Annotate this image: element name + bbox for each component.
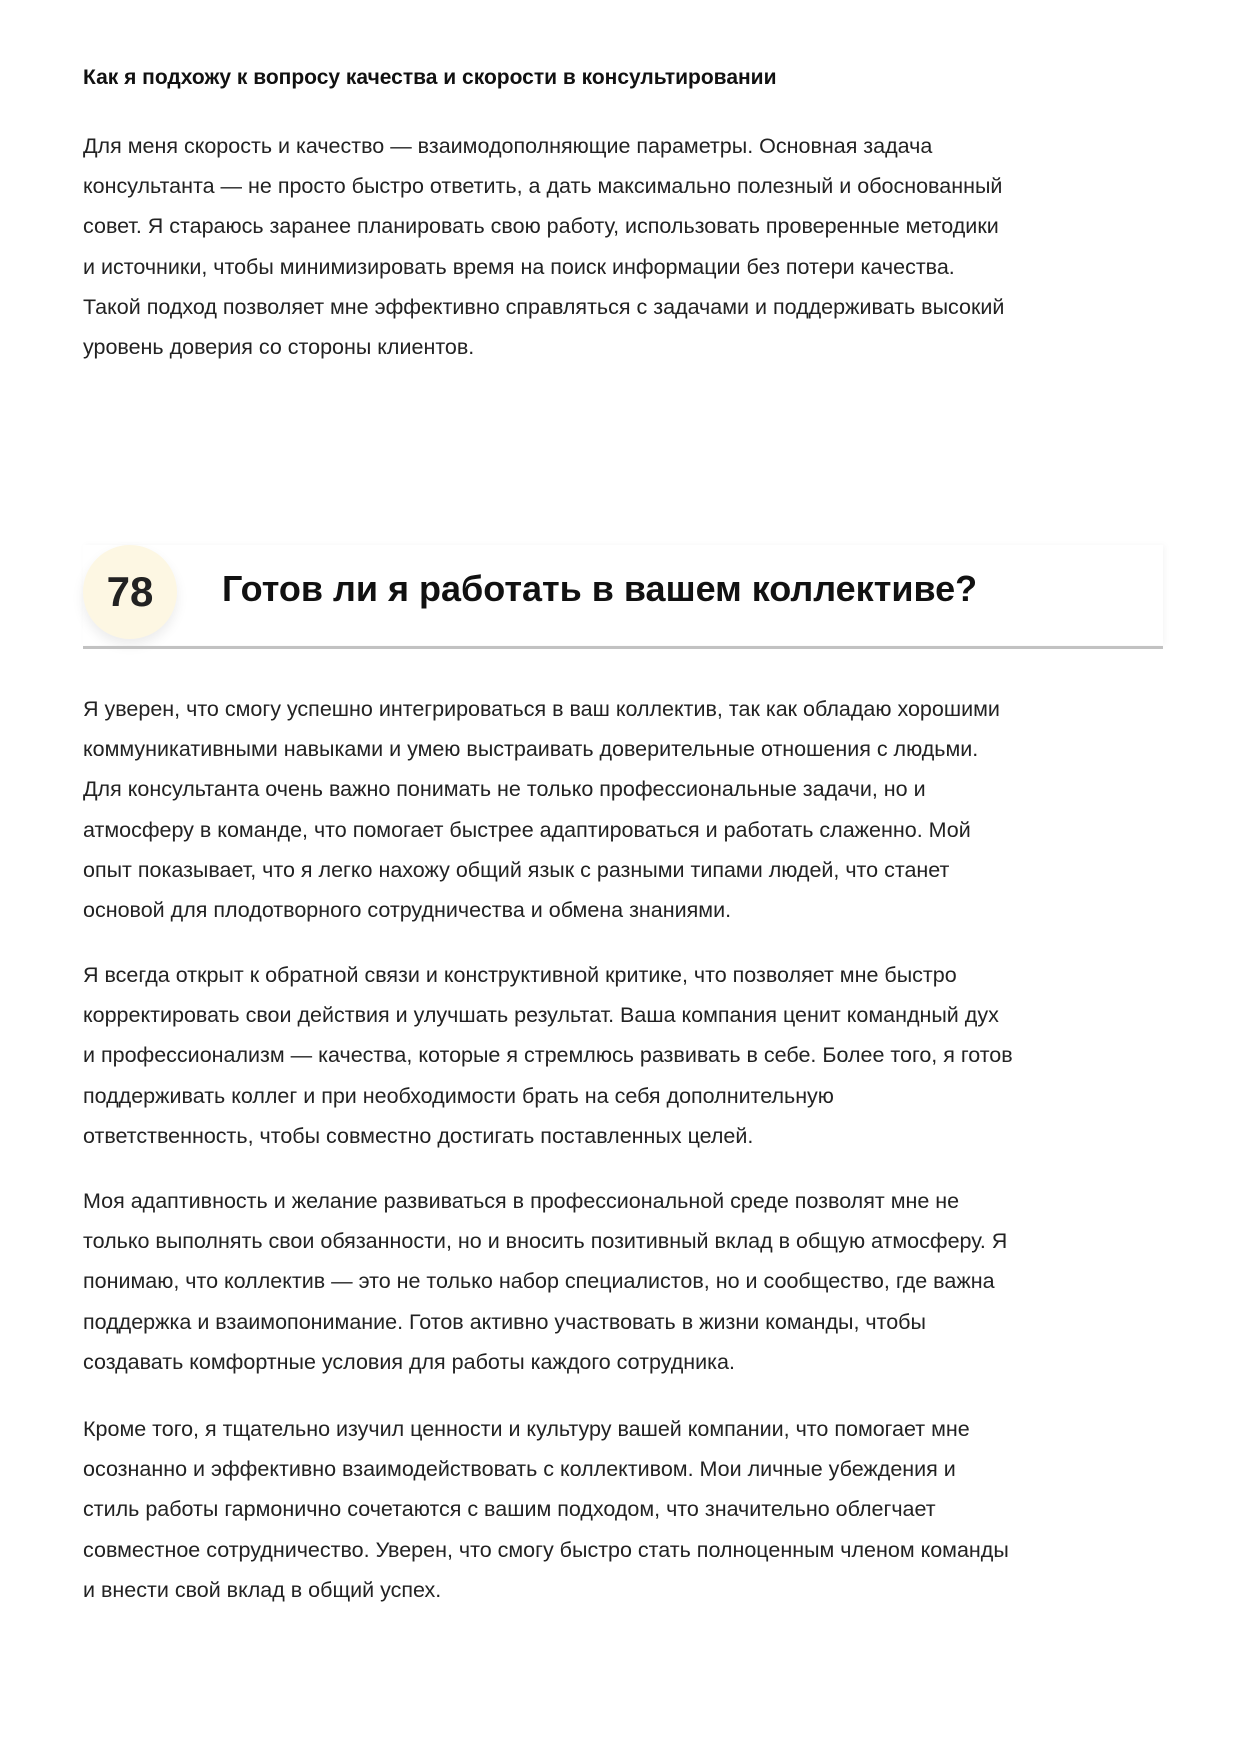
text-line: стиль работы гармонично сочетаются с вашим подходом, что значительно облегчает (83, 1497, 936, 1522)
text-line: опыт показывает, что я легко нахожу общий язык с разными типами людей, что станет (83, 857, 950, 882)
question-number-badge: 78 (83, 545, 177, 639)
text-line: уровень доверия со стороны клиентов. (83, 335, 475, 360)
question-header (83, 545, 1163, 645)
text-line: Такой подход позволяет мне эффективно справляться с задачами и поддерживать высокий (83, 294, 1005, 319)
text-line: совет. Я стараюсь заранее планировать свою работу, использовать проверенные методики (83, 214, 999, 239)
text-line: совместное сотрудничество. Уверен, что смогу быстро стать полноценным членом команды (83, 1537, 1009, 1562)
text-line: и профессионализм — качества, которые я стремлюсь развивать в себе. Более того, я готов (83, 1043, 1013, 1068)
paragraph (83, 955, 1013, 1156)
text-line: коммуникативными навыками и умею выстраивать доверительные отношения с людьми. (83, 737, 979, 762)
divider (83, 646, 1163, 649)
text-line: атмосферу в команде, что помогает быстрее адаптироваться и работать слаженно. Мой (83, 817, 971, 842)
paragraph (83, 1181, 1007, 1382)
text-line: поддерживать коллег и при необходимости брать на себя дополнительную (83, 1083, 834, 1108)
text-line: и источники, чтобы минимизировать время на поиск информации без потери качества. (83, 254, 955, 279)
text-line: Для меня скорость и качество — взаимодополняющие параметры. Основная задача (83, 134, 933, 158)
text-line: и внести свой вклад в общий успех. (83, 1577, 442, 1602)
text-line: консультанта — не просто быстро ответить, а дать максимально полезный и обоснованный (83, 174, 1003, 199)
question-title: Готов ли я работать в вашем коллективе? (222, 568, 978, 609)
text-line: основой для плодотворного сотрудничества и обмена знаниями. (83, 898, 732, 923)
text-line: корректировать свои действия и улучшать результат. Ваша компания ценит командный дух (83, 1003, 999, 1028)
text-line: Я уверен, что смогу успешно интегрироваться в ваш коллектив, так как обладаю хорошими (83, 697, 1000, 721)
text-line: только выполнять свои обязанности, но и вносить позитивный вклад в общую атмосферу. Я (83, 1229, 1008, 1254)
text-line: Моя адаптивность и желание развиваться в профессиональной среде позволят мне не (83, 1189, 960, 1213)
text-line: понимаю, что коллектив — это не только набор специалистов, но и сообщество, где важна (83, 1269, 995, 1294)
text-line: Я всегда открыт к обратной связи и конструктивной критике, что позволяет мне быстро (83, 963, 957, 987)
paragraph (83, 1409, 1009, 1610)
text-line: ответственность, чтобы совместно достигать поставленных целей. (83, 1123, 754, 1148)
paragraph (83, 689, 1000, 930)
text-line: поддержка и взаимопонимание. Готов активно участвовать в жизни команды, чтобы (83, 1309, 926, 1334)
text-line: Для консультанта очень важно понимать не только профессиональные задачи, но и (83, 777, 926, 802)
text-line: создавать комфортные условия для работы каждого сотрудника. (83, 1349, 735, 1374)
subheading: Как я подхожу к вопросу качества и скорости в консультировании (83, 66, 777, 89)
text-line: осознанно и эффективно взаимодействовать с коллективом. Мои личные убеждения и (83, 1457, 956, 1482)
paragraph (83, 126, 1004, 367)
text-line: Кроме того, я тщательно изучил ценности и культуру вашей компании, что помогает мне (83, 1417, 970, 1441)
